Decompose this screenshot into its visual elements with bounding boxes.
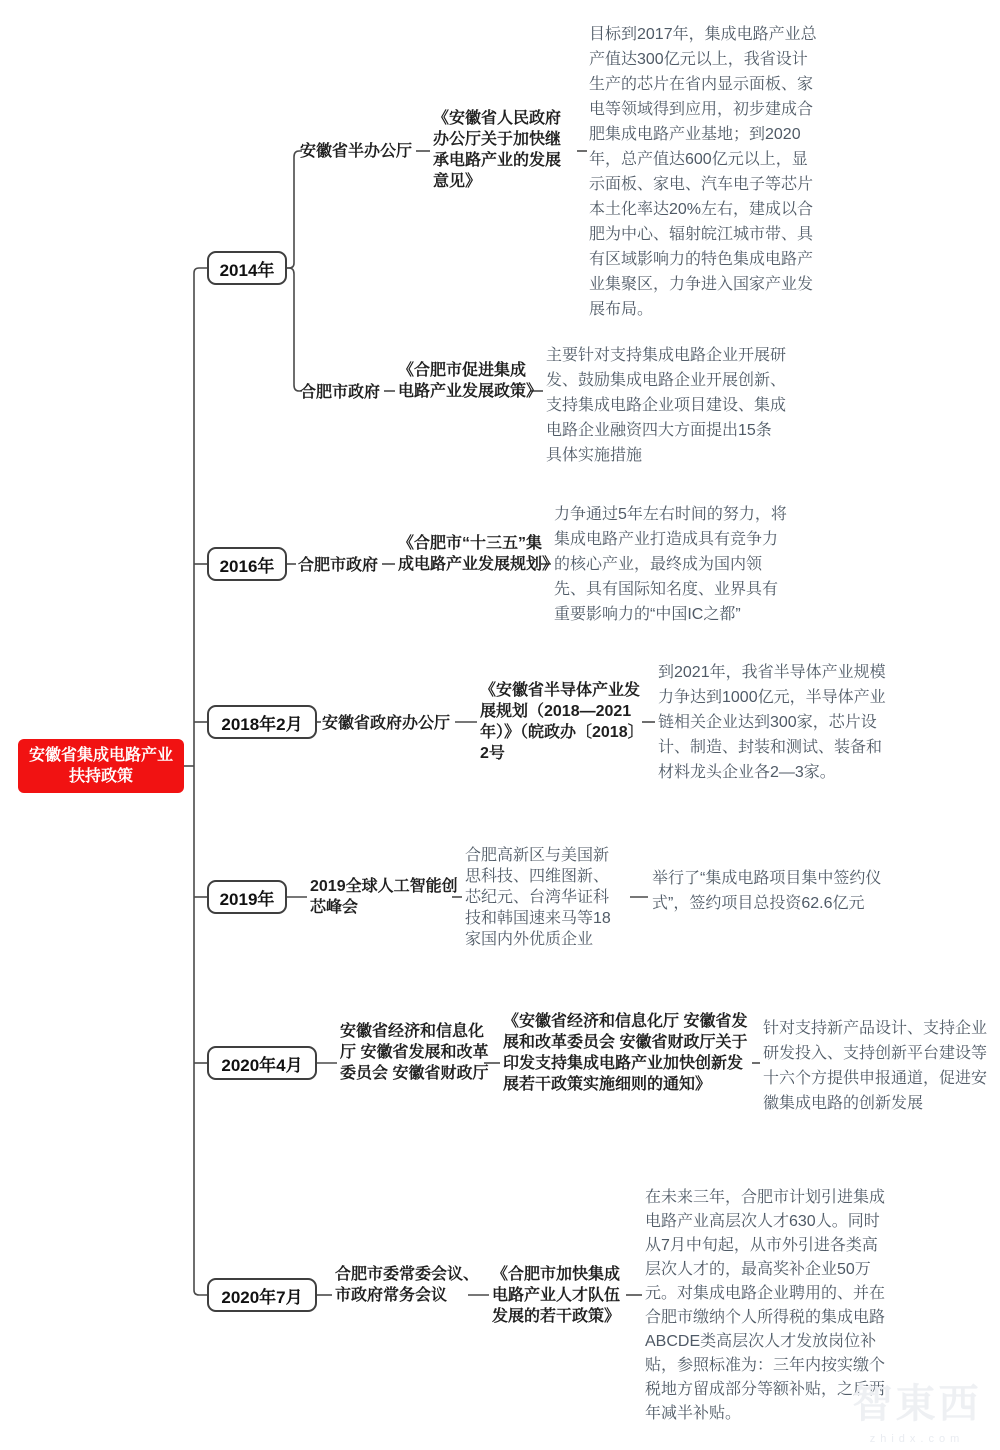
policy-desc-2020-07[interactable]: 在未来三年，合肥市计划引进集成电路产业高层次人才630人。同时从7月中旬起，从市外引进各类高层次人才的，最高奖补企业50万元。对集成电路企业聘用的、并在合肥市缴纳个人所得税的集成电路ABCDE类高层次人才发放岗位补贴，参照标准为：三年内按实缴个税地方留成部分等额补贴，之后两年减半补贴。 — [645, 1189, 886, 1422]
issuer-2014-provincial[interactable]: 安徽省半办公厅 — [300, 143, 413, 160]
policy-title-2020-04[interactable]: 《安徽省经济和信息化厅 安徽省发展和改革委员会 安徽省财政厅关于印发支持集成电路产业加快创新发展若干政策实施细则的通知》 — [503, 1013, 748, 1093]
issuer-2020-07[interactable]: 合肥市委常委会议、市政府常务会议 — [335, 1266, 480, 1304]
issuer-2018[interactable]: 安徽省政府办公厅 — [322, 715, 451, 732]
policy-title-2020-07[interactable]: 《合肥市加快集成电路产业人才队伍发展的若干政策》 — [492, 1266, 621, 1325]
policy-title-2016[interactable]: 《合肥市“十三五”集成电路产业发展规划》 — [398, 535, 559, 573]
connector-2014-up — [287, 151, 302, 268]
watermark — [842, 1372, 992, 1445]
policy-title-2014-provincial[interactable]: 《安徽省人民政府办公厅关于加快继承电路产业的发展意见》 — [433, 110, 562, 190]
policy-title-2018[interactable]: 《安徽省半导体产业发展规划（2018—2021年）》（皖政办〔2018〕2号 — [480, 682, 641, 762]
participants-2019[interactable]: 合肥高新区与美国新思科技、四维图新、芯纪元、台湾华证科技和韩国速来马等18家国内外优质企业 — [465, 847, 611, 948]
year-node-2020-04[interactable]: 2020年4月 — [207, 1046, 317, 1080]
issuer-2016[interactable]: 合肥市政府 — [298, 557, 379, 574]
year-node-2020-07[interactable]: 2020年7月 — [207, 1278, 317, 1312]
root-node[interactable]: 安徽省集成电路产业扶持政策 — [18, 739, 184, 793]
connector-2014-down — [287, 268, 302, 391]
policy-desc-2019[interactable]: 举行了“集成电路项目集中签约仪式”，签约项目总投资62.6亿元 — [652, 870, 882, 912]
issuer-2020-04[interactable]: 安徽省经济和信息化厅 安徽省发展和改革委员会 安徽省财政厅 — [340, 1023, 489, 1082]
year-node-2019[interactable]: 2019年 — [207, 880, 287, 914]
issuer-2014-hefei[interactable]: 合肥市政府 — [300, 384, 381, 401]
issuer-2019-summit[interactable]: 2019全球人工智能创芯峰会 — [310, 878, 458, 916]
policy-desc-2016[interactable]: 力争通过5年左右时间的努力，将集成电路产业打造成具有竞争力的核心产业，最终成为国内领先、具有国际知名度、业界具有重要影响力的“中国IC之都” — [554, 506, 787, 623]
policy-desc-2018[interactable]: 到2021年，我省半导体产业规模力争达到1000亿元，半导体产业链相关企业达到300家，芯片设计、制造、封装和测试、装备和材料龙头企业各2—3家。 — [658, 664, 886, 781]
policy-desc-2020-04[interactable]: 针对支持新产品设计、支持企业研发投入、支持创新平台建设等十六个方提供申报通道，促进安徽集成电路的创新发展 — [763, 1020, 988, 1112]
policy-desc-2014-hefei[interactable]: 主要针对支持集成电路企业开展研发、鼓励集成电路企业开展创新、支持集成电路企业项目建设、集成电路企业融资四大方面提出15条具体实施措施 — [546, 347, 787, 464]
year-node-2018-02[interactable]: 2018年2月 — [207, 705, 317, 739]
watermark-url: zhidx.com — [869, 1433, 965, 1445]
year-node-2014[interactable]: 2014年 — [207, 251, 287, 285]
policy-desc-2014-provincial[interactable]: 目标到2017年，集成电路产业总产值达300亿元以上，我省设计生产的芯片在省内显示面板、家电等领域得到应用，初步建成合肥集成电路产业基地；到2020年，总产值达600亿元以上，显示面板、家电、汽车电子等芯片本土化率达20%左右，建成以合肥为中心、辐射皖江城市带、具有区域影响力的特色集成电路产业集聚区，力争进入国家产业发展布局。 — [589, 26, 817, 318]
policy-title-2014-hefei[interactable]: 《合肥市促进集成电路产业发展政策》 — [398, 362, 543, 400]
year-node-2016[interactable]: 2016年 — [207, 547, 287, 581]
watermark-logo: 智東西 — [852, 1382, 982, 1426]
connector-trunk — [194, 268, 207, 1295]
